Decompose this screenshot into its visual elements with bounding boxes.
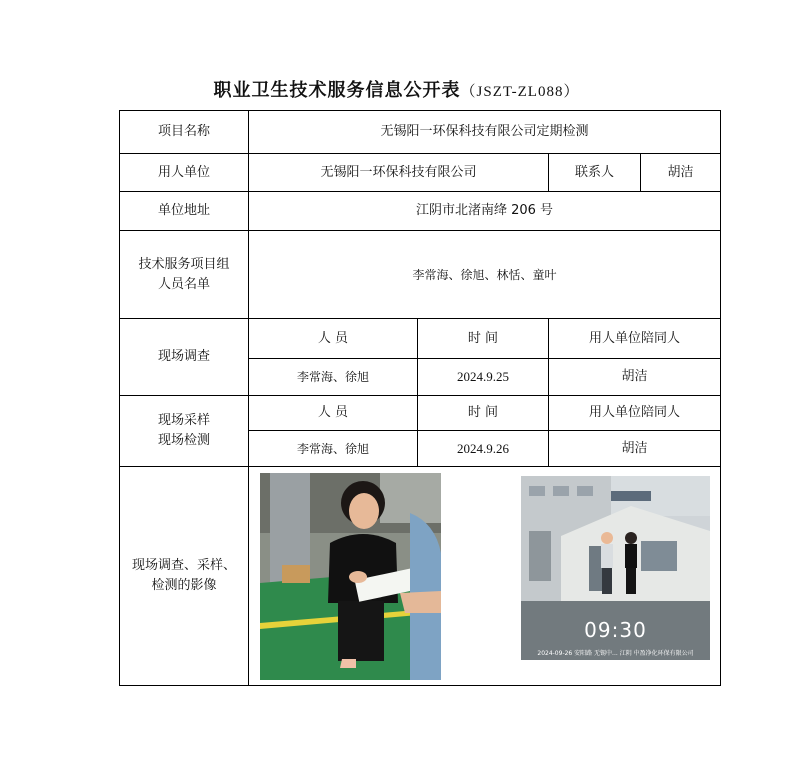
team-label-line2: 人员名单 xyxy=(157,276,210,292)
project-name-value: 无锡阳一环保科技有限公司定期检测 xyxy=(249,111,721,154)
site-photo-building-exterior xyxy=(521,476,710,660)
site-photo-worker-writing xyxy=(260,473,441,680)
employer-label: 用人单位 xyxy=(120,154,249,192)
info-table xyxy=(119,110,721,686)
images-cell xyxy=(249,467,721,686)
survey-header-escort: 用人单位陪同人 xyxy=(549,319,721,359)
survey-label: 现场调查 xyxy=(120,319,249,396)
team-value: 李常海、徐旭、林恬、童叶 xyxy=(249,231,721,319)
sampling-label-line1: 现场采样 xyxy=(157,413,210,428)
sampling-header-person: 人 员 xyxy=(249,396,418,431)
survey-time: 2024.9.25 xyxy=(418,359,549,396)
address-value: 江阴市北渚南绛 206 号 xyxy=(249,192,721,231)
team-label xyxy=(120,231,249,319)
row-sampling-header xyxy=(120,396,721,431)
row-images xyxy=(120,467,721,686)
employer-value: 无锡阳一环保科技有限公司 xyxy=(249,154,549,192)
survey-header-person: 人 员 xyxy=(249,319,418,359)
title-main: 职业卫生技术服务信息公开表 xyxy=(213,80,461,101)
row-address xyxy=(120,192,721,231)
sampling-header-time: 时 间 xyxy=(418,396,549,431)
photo-timestamp: 09:30 xyxy=(584,618,647,642)
sampling-escort: 胡洁 xyxy=(549,431,721,467)
photo-caption: 2024-09-26 安阳路 无锡中... 江阴 中盈净化环保有限公司 xyxy=(537,650,694,657)
sampling-header-escort: 用人单位陪同人 xyxy=(549,396,721,431)
sampling-person: 李常海、徐旭 xyxy=(249,431,418,467)
survey-person: 李常海、徐旭 xyxy=(249,359,418,396)
site-photo-worker-writing-image xyxy=(260,473,441,680)
address-label: 单位地址 xyxy=(120,192,249,231)
images-label xyxy=(120,467,249,686)
row-project-name xyxy=(120,111,721,154)
team-label-line1: 技术服务项目组 xyxy=(138,256,230,272)
survey-header-time: 时 间 xyxy=(418,319,549,359)
page-title xyxy=(0,76,793,102)
contact-value: 胡洁 xyxy=(641,154,721,192)
images-label-line2: 检测的影像 xyxy=(151,578,217,593)
contact-label: 联系人 xyxy=(549,154,641,192)
images-label-line1: 现场调查、采样、 xyxy=(131,558,236,573)
row-team xyxy=(120,231,721,319)
sampling-label-line2: 现场检测 xyxy=(157,433,210,448)
sampling-time: 2024.9.26 xyxy=(418,431,549,467)
project-name-label: 项目名称 xyxy=(120,111,249,154)
row-survey-header xyxy=(120,319,721,359)
survey-escort: 胡洁 xyxy=(549,359,721,396)
row-employer xyxy=(120,154,721,192)
title-code: （JSZT-ZL088） xyxy=(460,84,580,100)
sampling-label xyxy=(120,396,249,467)
